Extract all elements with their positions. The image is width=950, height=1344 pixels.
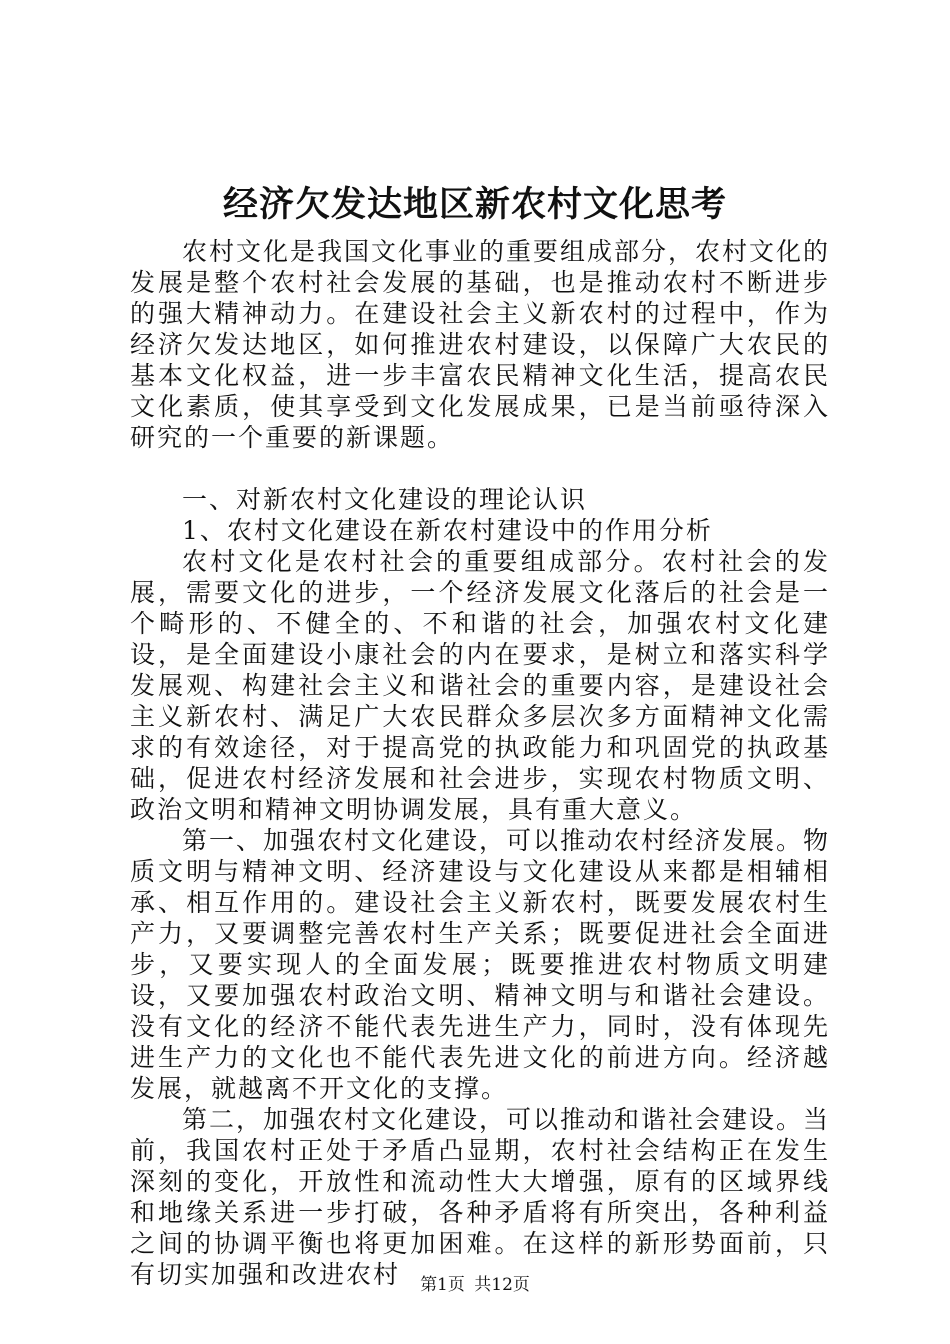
paragraph: 第二，加强农村文化建设，可以推动和谐社会建设。当前，我国农村正处于矛盾凸显期，农村社会结构正在发生深刻的变化，开放性和流动性大大增强，原有的区域界线和地缘关系进一步打破，各种矛盾将有所突出，各种利益之间的协调平衡也将更加困难。在这样的新形势面前，只有切实加强和改进农村	[130, 1105, 831, 1289]
document-body	[130, 236, 830, 1290]
paragraph: 农村文化是农村社会的重要组成部分。农村社会的发展，需要文化的进步，一个经济发展文化落后的社会是一个畸形的、不健全的、不和谐的社会，加强农村文化建设，是全面建设小康社会的内在要求，是树立和落实科学发展观、构建社会主义和谐社会的重要内容，是建设社会主义新农村、满足广大农民群众多层次多方面精神文化需求的有效途径，对于提高党的执政能力和巩固党的执政基础，促进农村经济发展和社会进步，实现农村物质文明、政治文明和精神文明协调发展，具有重大意义。	[130, 547, 830, 824]
section-heading: 一、对新农村文化建设的理论认识	[182, 485, 588, 514]
paragraph: 第一、加强农村文化建设，可以推动农村经济发展。物质文明与精神文明、经济建设与文化建设从来都是相辅相承、相互作用的。建设社会主义新农村，既要发展农村生产力，又要调整完善农村生产关系；既要促进社会全面进步，又要实现人的全面发展；既要推进农村物质文明建设，又要加强农村政治文明、精神文明与和谐社会建设。没有文化的经济不能代表先进生产力，同时，没有体现先进生产力的文化也不能代表先进文化的前进方向。经济越发展，就越离不开文化的支撑。	[130, 826, 831, 1103]
paragraph-intro: 农村文化是我国文化事业的重要组成部分，农村文化的发展是整个农村社会发展的基础，也是推动农村不断进步的强大精神动力。在建设社会主义新农村的过程中，作为经济欠发达地区，如何推进农村建设，以保障广大农民的基本文化权益，进一步丰富农民精神文化生活，提高农民文化素质，使其享受到文化发展成果，已是当前亟待深入研究的一个重要的新课题。	[130, 237, 831, 452]
paragraph-spacer	[130, 453, 830, 484]
subsection-heading: 1、农村文化建设在新农村建设中的作用分析	[182, 516, 713, 545]
page-number-footer: 第1页 共12页	[420, 1275, 530, 1295]
document-title: 经济欠发达地区新农村文化思考	[222, 184, 727, 225]
